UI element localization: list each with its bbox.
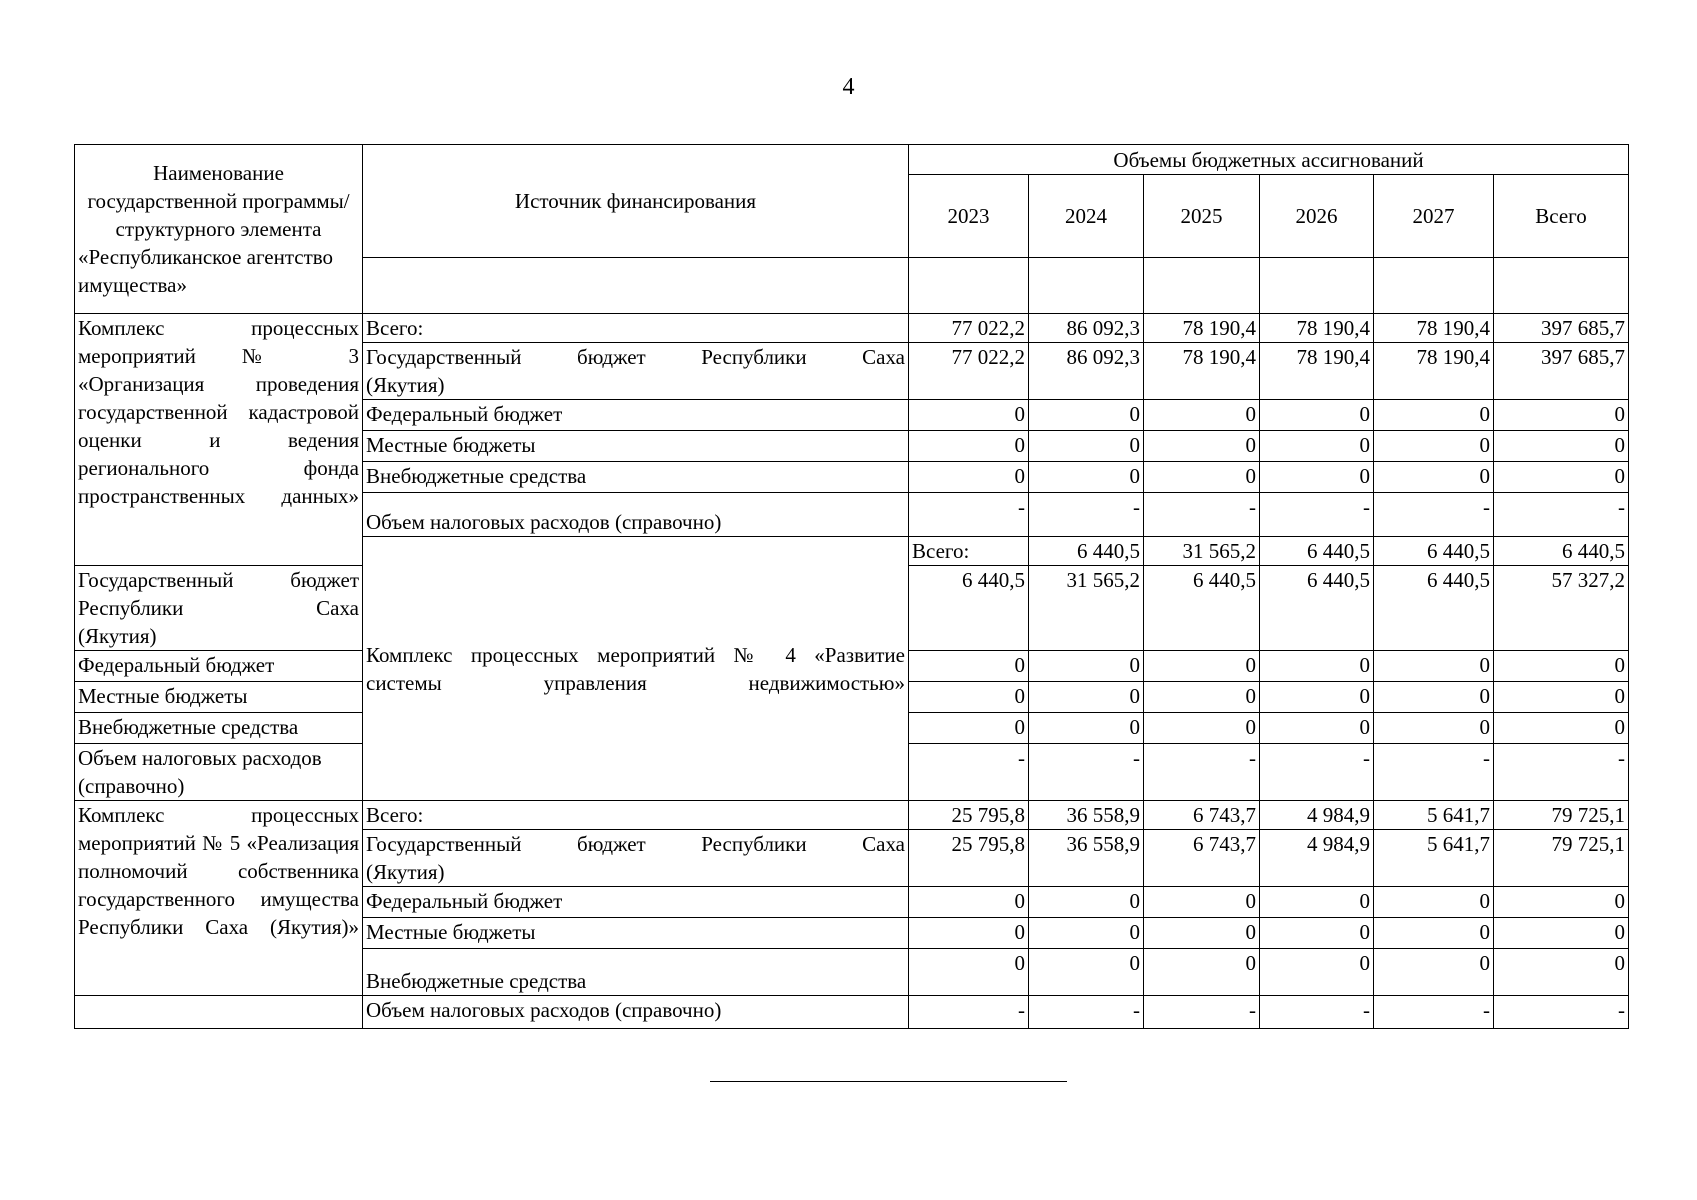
value-cell: 0 (909, 431, 1029, 462)
value-cell: 86 092,3 (1029, 314, 1144, 343)
value-cell: 5 641,7 (1374, 801, 1494, 830)
value-cell: 0 (1029, 918, 1144, 949)
program-name-cell (363, 537, 909, 801)
value-cell: 0 (1029, 651, 1144, 682)
value-cell: 0 (1029, 949, 1144, 996)
source-label-line: (Якутия) (78, 624, 157, 648)
empty-name-cell (75, 996, 363, 1029)
value-cell: 397 685,7 (1494, 343, 1629, 400)
value-cell: 0 (1374, 887, 1494, 918)
value-cell: 0 (1374, 431, 1494, 462)
value-cell: - (1029, 744, 1144, 801)
source-label: Местные бюджеты (363, 918, 909, 949)
value-cell: - (1260, 493, 1374, 537)
value-cell: 78 190,4 (1144, 343, 1260, 400)
source-label (363, 343, 909, 400)
source-label: Местные бюджеты (75, 682, 363, 713)
page-number: 4 (842, 74, 855, 100)
value-cell: 0 (1029, 462, 1144, 493)
value-cell: 77 022,2 (909, 343, 1029, 400)
value-cell: 0 (1029, 431, 1144, 462)
value-cell: 0 (1494, 682, 1629, 713)
value-cell: - (1374, 493, 1494, 537)
value-cell: 6 440,5 (1260, 566, 1374, 651)
value-cell: 6 440,5 (1144, 566, 1260, 651)
value-cell: 0 (1494, 431, 1629, 462)
year-header: 2025 (1144, 175, 1260, 258)
source-label: Объем налоговых расходов (справочно) (75, 744, 363, 801)
value-cell: 0 (1029, 400, 1144, 431)
value-cell: - (1260, 744, 1374, 801)
source-label: Всего: (909, 537, 1029, 566)
value-cell: 6 440,5 (1260, 537, 1374, 566)
value-cell: 0 (1260, 462, 1374, 493)
value-cell: - (1260, 996, 1374, 1029)
value-cell: 0 (1144, 651, 1260, 682)
source-label (363, 830, 909, 887)
value-cell: 0 (1494, 651, 1629, 682)
program-name: Комплекс процессных мероприятий № 4 «Развитие системы управления недвижимостью» (366, 642, 905, 695)
table-row (75, 996, 1629, 1029)
value-cell: - (1494, 493, 1629, 537)
program-name-cell (75, 801, 363, 996)
value-cell: 0 (1029, 682, 1144, 713)
budget-allocation-table (74, 144, 1629, 1029)
value-cell: - (1374, 744, 1494, 801)
source-label: Местные бюджеты (363, 431, 909, 462)
value-cell: 0 (909, 949, 1029, 996)
value-cell: 0 (1144, 400, 1260, 431)
header-name-cell (75, 145, 363, 314)
value-cell: - (1144, 996, 1260, 1029)
value-cell: 0 (909, 651, 1029, 682)
value-cell: 31 565,2 (1029, 566, 1144, 651)
value-cell: 0 (1144, 918, 1260, 949)
value-cell: 57 327,2 (1494, 566, 1629, 651)
value-cell: - (1494, 744, 1629, 801)
value-cell: 25 795,8 (909, 801, 1029, 830)
value-cell: - (909, 996, 1029, 1029)
source-label: Внебюджетные средства (75, 713, 363, 744)
value-cell: 0 (1260, 887, 1374, 918)
source-label: Объем налоговых расходов (справочно) (363, 996, 909, 1029)
header-name-label: Наименование государственной программы/ структурного элемента (87, 161, 350, 241)
value-cell: 6 440,5 (909, 566, 1029, 651)
source-label: Всего: (363, 801, 909, 830)
value-cell: 0 (1144, 431, 1260, 462)
source-label: Федеральный бюджет (75, 651, 363, 682)
value-cell: 6 743,7 (1144, 830, 1260, 887)
source-label-line: Государственный бюджет Республики Саха (366, 832, 905, 856)
value-cell: 0 (909, 713, 1029, 744)
value-cell: 397 685,7 (1494, 314, 1629, 343)
source-label-line: Государственный бюджет Республики Саха (78, 568, 359, 620)
value-cell: 0 (1374, 400, 1494, 431)
value-cell: 0 (1374, 682, 1494, 713)
value-cell: 4 984,9 (1260, 801, 1374, 830)
total-header: Всего (1494, 175, 1629, 258)
source-label: Федеральный бюджет (363, 400, 909, 431)
value-cell: - (1029, 996, 1144, 1029)
value-cell: 31 565,2 (1144, 537, 1260, 566)
program-name-cell (75, 314, 363, 566)
value-cell: 6 440,5 (1374, 537, 1494, 566)
value-cell: 0 (1260, 682, 1374, 713)
value-cell: 0 (1374, 713, 1494, 744)
year-header: 2024 (1029, 175, 1144, 258)
value-cell: 6 440,5 (1374, 566, 1494, 651)
value-cell: 0 (1374, 651, 1494, 682)
value-cell: - (909, 744, 1029, 801)
value-cell: 0 (909, 682, 1029, 713)
value-cell: 0 (1260, 949, 1374, 996)
value-cell: 0 (1374, 918, 1494, 949)
value-cell: 0 (909, 462, 1029, 493)
value-cell: 0 (909, 918, 1029, 949)
value-cell: 6 440,5 (1029, 537, 1144, 566)
value-cell: 0 (1144, 713, 1260, 744)
header-volumes-label: Объемы бюджетных ассигнований (1113, 147, 1424, 172)
value-cell: - (1144, 744, 1260, 801)
value-cell: 0 (1494, 949, 1629, 996)
table-row (75, 801, 1629, 830)
value-cell: - (1029, 493, 1144, 537)
year-header: 2026 (1260, 175, 1374, 258)
source-label: Федеральный бюджет (363, 887, 909, 918)
value-cell: 0 (1029, 887, 1144, 918)
source-label-line: (Якутия) (366, 860, 445, 884)
value-cell: 79 725,1 (1494, 830, 1629, 887)
value-cell: 0 (1144, 462, 1260, 493)
value-cell: 4 984,9 (1260, 830, 1374, 887)
value-cell: 0 (1494, 887, 1629, 918)
value-cell: 0 (1144, 887, 1260, 918)
value-cell: 78 190,4 (1144, 314, 1260, 343)
value-cell: 0 (1260, 400, 1374, 431)
header-source-label: Источник финансирования (514, 189, 757, 213)
value-cell: 0 (1029, 713, 1144, 744)
source-label (75, 566, 363, 651)
footer-divider (710, 1081, 1067, 1082)
value-cell: 0 (1494, 918, 1629, 949)
header-row (75, 145, 1629, 175)
value-cell: 0 (1260, 713, 1374, 744)
value-cell: 0 (909, 400, 1029, 431)
value-cell: 6 440,5 (1494, 537, 1629, 566)
value-cell: 6 743,7 (1144, 801, 1260, 830)
program-name: Комплекс процессных мероприятий № 3 «Организация проведения государственной кадастровой оценки и ведения регионального фонда пространственных данных» (78, 316, 359, 508)
value-cell: 78 190,4 (1260, 343, 1374, 400)
value-cell: 0 (1494, 713, 1629, 744)
value-cell: 79 725,1 (1494, 801, 1629, 830)
value-cell: - (1494, 996, 1629, 1029)
value-cell: 86 092,3 (1029, 343, 1144, 400)
source-label-line: (Якутия) (366, 373, 445, 397)
value-cell: 0 (1144, 682, 1260, 713)
year-header: 2023 (909, 175, 1029, 258)
source-label-line: Государственный бюджет Республики Саха (366, 345, 905, 369)
value-cell: 78 190,4 (1374, 343, 1494, 400)
value-cell: 0 (1260, 651, 1374, 682)
value-cell: 0 (1374, 462, 1494, 493)
value-cell: 25 795,8 (909, 830, 1029, 887)
value-cell: 36 558,9 (1029, 801, 1144, 830)
year-header: 2027 (1374, 175, 1494, 258)
value-cell: 5 641,7 (1374, 830, 1494, 887)
value-cell: 78 190,4 (1374, 314, 1494, 343)
source-label: Всего: (363, 314, 909, 343)
header-source-cell (363, 145, 909, 258)
value-cell: 0 (1144, 949, 1260, 996)
header-org-label: «Республиканское агентство имущества» (78, 245, 334, 297)
value-cell: - (1144, 493, 1260, 537)
source-label: Объем налоговых расходов (справочно) (363, 493, 909, 537)
value-cell: 0 (1260, 918, 1374, 949)
value-cell: 78 190,4 (1260, 314, 1374, 343)
table-row (75, 314, 1629, 343)
source-label: Внебюджетные средства (363, 949, 909, 996)
program-name: Комплекс процессных мероприятий № 5 «Реализация полномочий собственника государственного имущества Республики Саха (Якутия)» (78, 803, 359, 939)
value-cell: 0 (1494, 400, 1629, 431)
value-cell: 0 (1494, 462, 1629, 493)
value-cell: 0 (909, 887, 1029, 918)
value-cell: 77 022,2 (909, 314, 1029, 343)
source-label: Внебюджетные средства (363, 462, 909, 493)
value-cell: 0 (1260, 431, 1374, 462)
value-cell: 0 (1374, 949, 1494, 996)
value-cell: - (1374, 996, 1494, 1029)
header-volumes-cell (909, 145, 1629, 175)
value-cell: 36 558,9 (1029, 830, 1144, 887)
value-cell: - (909, 493, 1029, 537)
